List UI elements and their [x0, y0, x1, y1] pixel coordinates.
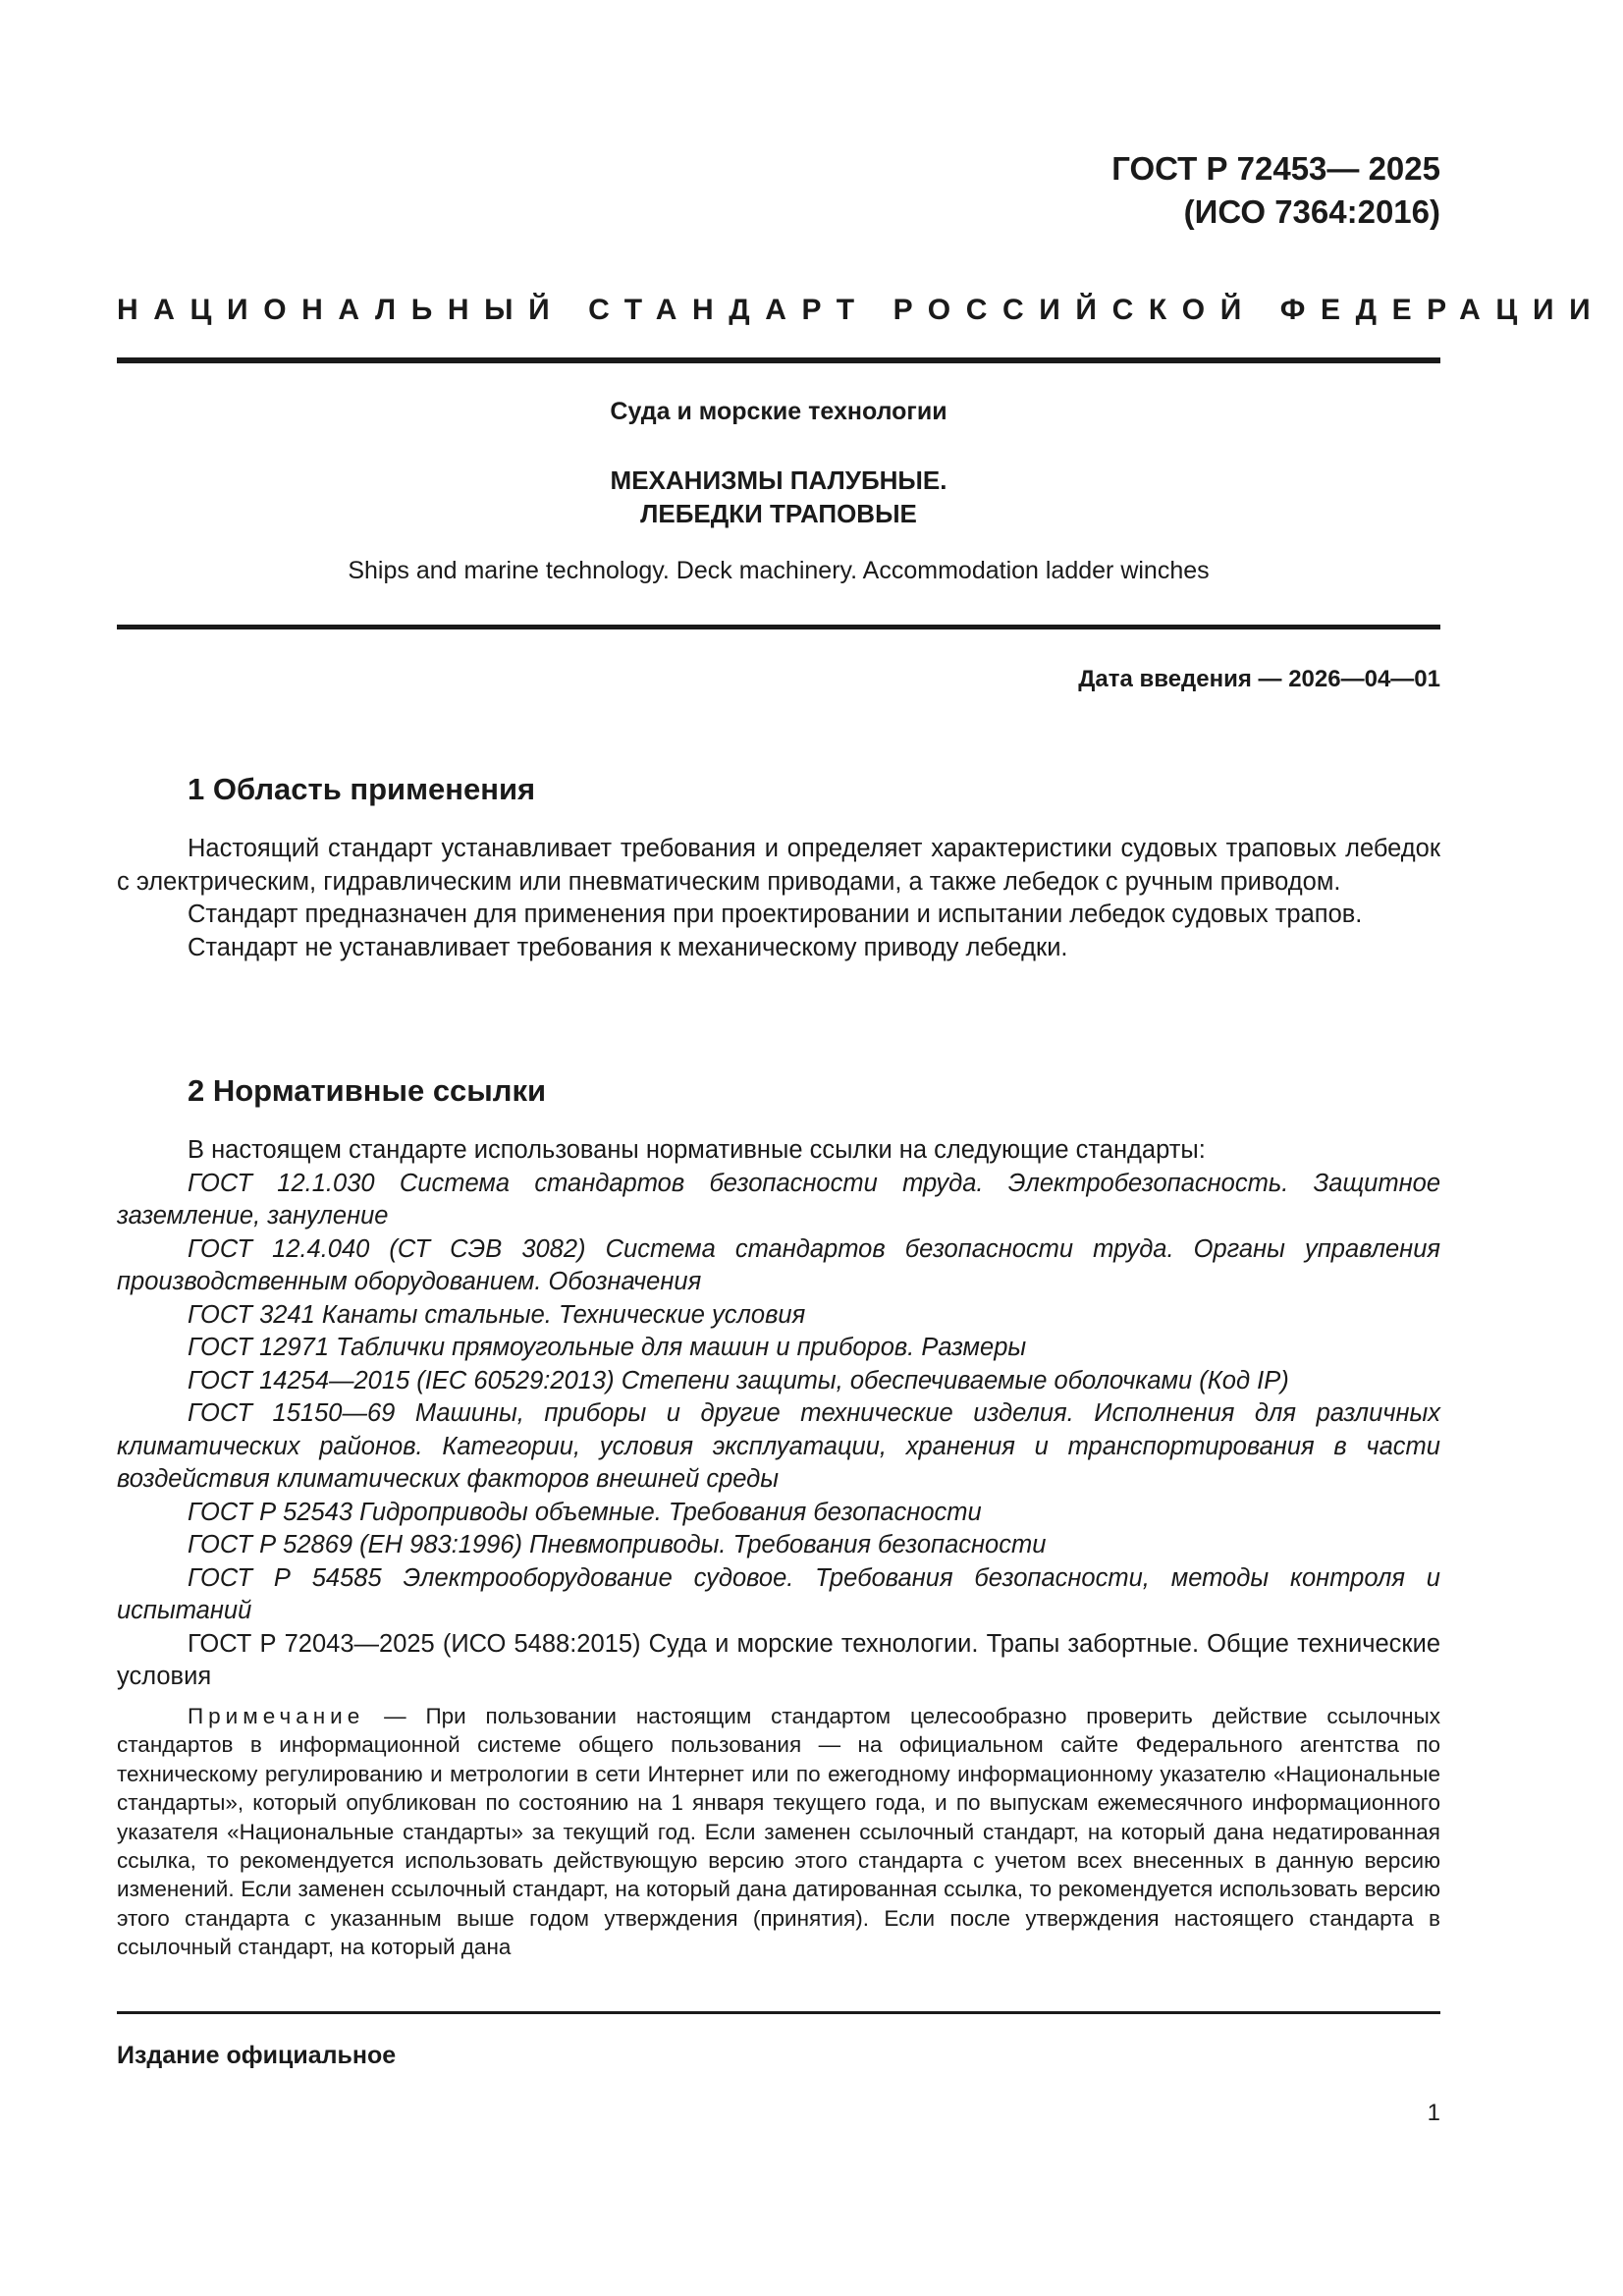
- reference-item: ГОСТ 12.4.040 (СТ СЭВ 3082) Система стандартов безопасности труда. Органы управления производственным оборудованием. Обозначения: [117, 1234, 1440, 1295]
- section-2-body: [117, 1134, 1440, 1694]
- header-divider: [117, 357, 1440, 363]
- reference-item: ГОСТ 15150—69 Машины, приборы и другие технические изделия. Исполнения для различных климатических районов. Категории, условия эксплуатации, хранения и транспортирования в части воздействия климатических факторов внешней среды: [117, 1399, 1440, 1493]
- reference-item: ГОСТ Р 52543 Гидроприводы объемные. Требования безопасности: [188, 1498, 982, 1526]
- english-title: Ships and marine technology. Deck machinery. Accommodation ladder winches: [348, 557, 1210, 584]
- reference-item: ГОСТ 3241 Канаты стальные. Технические условия: [188, 1300, 806, 1329]
- note-text: — При пользовании настоящим стандартом целесообразно проверить действие ссылочных стандартов в информационной системе общего пользования — на официальном сайте Федерального агентства по техническому регулированию и метрологии в сети Интернет или по ежегодному информационному указателю «Национальные стандарты», который опубликован по состоянию на 1 января текущего года, и по выпускам ежемесячного информационного указателя «Национальные стандарты» за текущий год. Если заменен ссылочный стандарт, на который дана недатированная ссылка, то рекомендуется использовать действующую версию этого стандарта с учетом всех внесенных в данную версию изменений. Если заменен ссылочный стандарт, на который дана датированная ссылка, то рекомендуется использовать версию этого стандарта с указанным выше годом утверждения (принятия). Если после утверждения настоящего стандарта в ссылочный стандарт, на который дана: [117, 1704, 1440, 1960]
- section-1-paragraph: Стандарт не устанавливает требования к механическому приводу лебедки.: [188, 933, 1068, 961]
- reference-item: ГОСТ 12971 Таблички прямоугольные для машин и приборов. Размеры: [188, 1334, 1027, 1361]
- reference-item: ГОСТ Р 52869 (ЕН 983:1996) Пневмоприводы. Требования безопасности: [188, 1531, 1047, 1558]
- national-standard-heading: НАЦИОНАЛЬНЫЙ СТАНДАРТ РОССИЙСКОЙ ФЕДЕРАЦИИ: [117, 294, 1606, 326]
- reference-item: ГОСТ Р 54585 Электрооборудование судовое. Требования безопасности, методы контроля и испытаний: [117, 1563, 1440, 1624]
- note-label: Примечание: [188, 1704, 365, 1728]
- section-2-intro: В настоящем стандарте использованы нормативные ссылки на следующие стандарты:: [188, 1136, 1206, 1164]
- note-paragraph: [117, 1702, 1440, 1962]
- edition-label: Издание официальное: [117, 2042, 397, 2069]
- section-1-paragraph: Стандарт предназначен для применения при проектировании и испытании лебедок судовых трапов.: [188, 901, 1363, 928]
- standard-field: Суда и морские технологии: [610, 398, 947, 425]
- section-1-heading: 1 Область применения: [188, 772, 536, 806]
- iso-reference: (ИСО 7364:2016): [1183, 193, 1440, 230]
- reference-item: ГОСТ Р 72043—2025 (ИСО 5488:2015) Суда и морские технологии. Трапы забортные. Общие технические условия: [117, 1629, 1440, 1690]
- reference-item: ГОСТ 14254—2015 (IEC 60529:2013) Степени защиты, обеспечиваемые оболочками (Код IP): [188, 1366, 1289, 1394]
- footer-divider: [117, 2011, 1440, 2014]
- section-1-paragraph: Настоящий стандарт устанавливает требования и определяет характеристики судовых траповых лебедок с электрическим, гидравлическим или пневматическим приводами, а также лебедок с ручным приводом.: [117, 835, 1440, 896]
- effective-date: Дата введения — 2026—04—01: [1078, 666, 1440, 692]
- title-divider: [117, 625, 1440, 629]
- section-1-body: [117, 833, 1440, 964]
- title-line-2: ЛЕБЕДКИ ТРАПОВЫЕ: [640, 499, 917, 528]
- reference-item: ГОСТ 12.1.030 Система стандартов безопасности труда. Электробезопасность. Защитное заземление, зануление: [117, 1169, 1440, 1230]
- section-2-heading: 2 Нормативные ссылки: [188, 1073, 547, 1108]
- title-line-1: МЕХАНИЗМЫ ПАЛУБНЫЕ.: [610, 465, 947, 495]
- page-number: 1: [1427, 2100, 1440, 2126]
- standard-number: ГОСТ Р 72453— 2025: [1111, 150, 1440, 187]
